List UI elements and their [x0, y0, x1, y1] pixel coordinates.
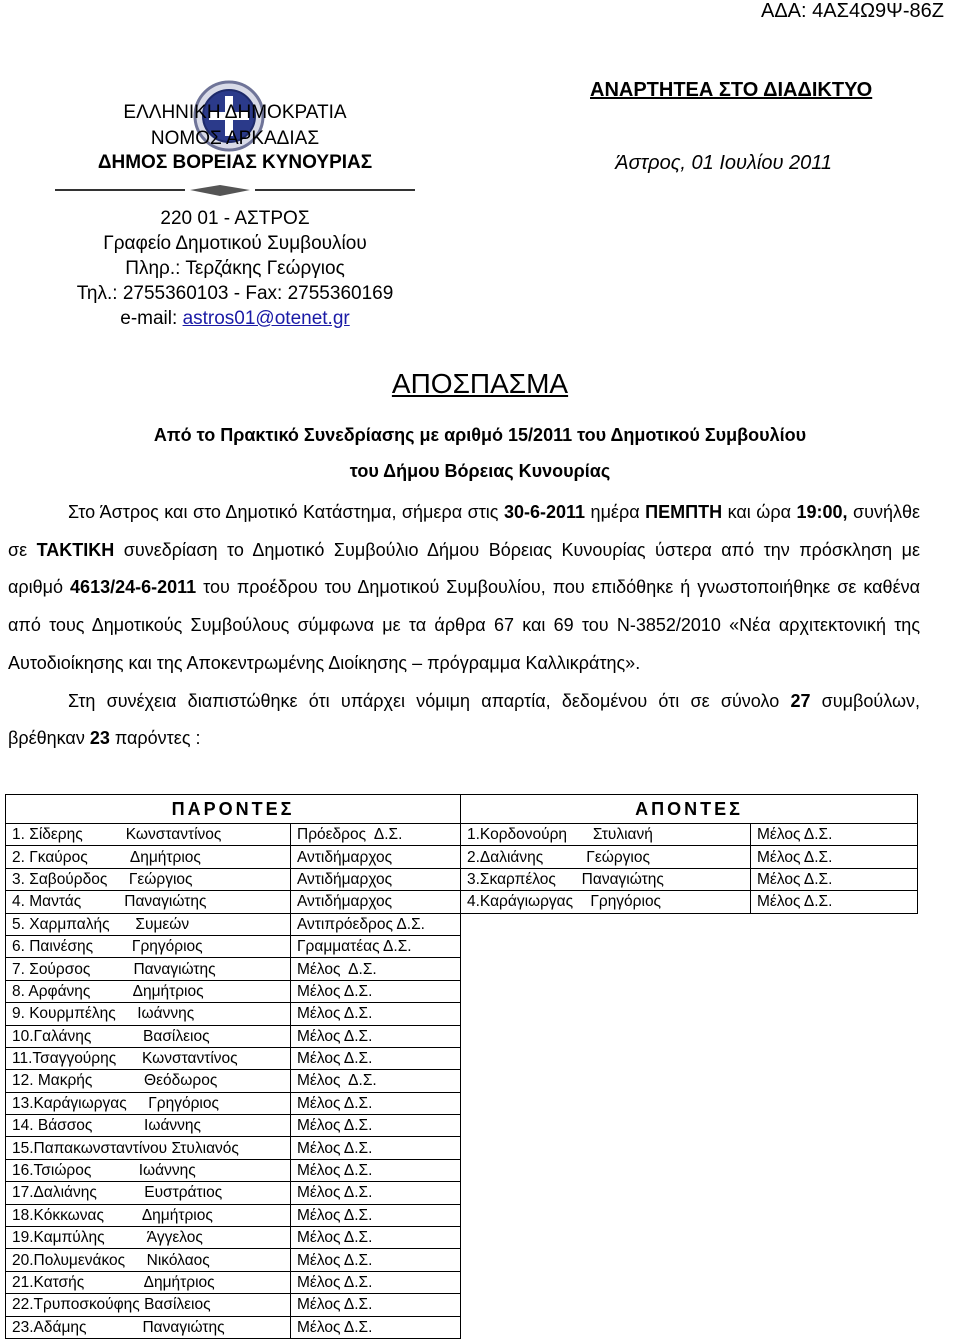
table-row [6, 1316, 918, 1338]
document-title: ΑΠΟΣΠΑΣΜΑ [391, 368, 569, 399]
absent-role-cell [751, 1003, 918, 1025]
present-role-cell: Μέλος Δ.Σ. [291, 1159, 461, 1181]
absent-role-cell [751, 1047, 918, 1069]
table-row [6, 913, 918, 935]
absent-role-cell [751, 1294, 918, 1316]
table-row [6, 1115, 918, 1137]
table-row [6, 868, 918, 890]
present-name-cell: 13.Καράγιωργας Γρηγόριος [6, 1092, 291, 1114]
address-postal: 220 01 - ΑΣΤΡΟΣ [160, 208, 310, 229]
present-role-cell: Μέλος Δ.Σ. [291, 980, 461, 1002]
absent-name-cell [461, 1092, 751, 1114]
table-row [6, 1070, 918, 1092]
present-role-cell: Αντιδήμαρχος [291, 846, 461, 868]
absent-name-cell [461, 1204, 751, 1226]
absent-role-cell: Μέλος Δ.Σ. [751, 846, 918, 868]
present-role-cell: Μέλος Δ.Σ. [291, 1271, 461, 1293]
present-role-cell: Αντιπρόεδρος Δ.Σ. [291, 913, 461, 935]
attendance-table [5, 794, 918, 1339]
absent-name-cell [461, 1159, 751, 1181]
paragraph-1: Στο Άστρος και στο Δημοτικό Κατάστημα, σήμερα στις 30-6-2011 ημέρα ΠΕΜΠΤΗ και ώρα 19:00, συνήλθε σε ΤΑΚΤΙΚΗ συνεδρίαση το Δημοτικό Συμβούλιο Δήμου Βόρειας Κυνουρίας ύστερα από την πρόσκληση με αριθμό 4613/24-6-2011 του προέδρου του Δημοτικού Συμβουλίου, που επιδόθηκε ή γνωστοποιήθηκε σε καθένα από τους Δημοτικούς Συμβούλους σύμφωνα με τα άρθρα 67 και 69 του Ν-3852/2010 «Νέα αρχιτεκτονική της Αυτοδιοίκησης και της Αποκεντρωμένης Διοίκησης – πρόγραμμα Καλλικράτης». [8, 502, 921, 673]
absent-name-cell [461, 1249, 751, 1271]
present-role-cell: Μέλος Δ.Σ. [291, 1316, 461, 1338]
present-role-cell: Μέλος Δ.Σ. [291, 1204, 461, 1226]
present-role-cell: Αντιδήμαρχος [291, 868, 461, 890]
present-role-cell: Μέλος Δ.Σ. [291, 1025, 461, 1047]
email-link[interactable]: astros01@otenet.gr [182, 308, 350, 329]
present-role-cell: Μέλος Δ.Σ. [291, 1070, 461, 1092]
absent-role-cell [751, 1271, 918, 1293]
present-role-cell: Γραμματέας Δ.Σ. [291, 935, 461, 957]
absent-role-cell [751, 1204, 918, 1226]
present-role-cell: Αντιδήμαρχος [291, 891, 461, 913]
table-row [6, 1025, 918, 1047]
table-row [6, 1204, 918, 1226]
absent-role-cell [751, 1182, 918, 1204]
present-role-cell: Μέλος Δ.Σ. [291, 1249, 461, 1271]
table-row [6, 891, 918, 913]
absent-name-cell [461, 1070, 751, 1092]
email-prefix: e-mail: [120, 308, 183, 329]
table-row [6, 958, 918, 980]
table-row [6, 1182, 918, 1204]
absent-role-cell [751, 1227, 918, 1249]
address-email-line [0, 306, 470, 331]
absent-role-cell: Μέλος Δ.Σ. [751, 824, 918, 846]
present-role-cell: Μέλος Δ.Σ. [291, 1047, 461, 1069]
present-name-cell: 3. Σαβούρδος Γεώργιος [6, 868, 291, 890]
absent-name-cell [461, 1227, 751, 1249]
table-row [6, 980, 918, 1002]
absent-role-cell [751, 1092, 918, 1114]
absent-name-cell [461, 913, 751, 935]
present-role-cell: Πρόεδρος Δ.Σ. [291, 824, 461, 846]
absent-role-cell [751, 1249, 918, 1271]
address-phone: Τηλ.: 2755360103 - Fax: 2755360169 [76, 283, 394, 304]
present-name-cell: 2. Γκαύρος Δημήτριος [6, 846, 291, 868]
absent-role-cell [751, 913, 918, 935]
present-name-cell: 18.Κόκκωνας Δημήτριος [6, 1204, 291, 1226]
table-row [6, 1227, 918, 1249]
absent-name-cell [461, 935, 751, 957]
absent-name-cell: 4.Καράγιωργας Γρηγόριος [461, 891, 751, 913]
present-name-cell: 14. Βάσσος Ιωάννης [6, 1115, 291, 1137]
table-row [6, 1159, 918, 1181]
table-row [6, 824, 918, 846]
absent-name-cell [461, 1047, 751, 1069]
document-date: Άστρος, 01 Ιουλίου 2011 [615, 152, 832, 174]
absent-name-cell [461, 1182, 751, 1204]
absent-name-cell [461, 980, 751, 1002]
subtitle-line-1: Από το Πρακτικό Συνεδρίασης με αριθμό 15/2011 του Δημοτικού Συμβουλίου [153, 425, 807, 445]
present-role-cell: Μέλος Δ.Σ. [291, 1182, 461, 1204]
table-row [6, 1294, 918, 1316]
absent-role-cell [751, 1137, 918, 1159]
present-role-cell: Μέλος Δ.Σ. [291, 1227, 461, 1249]
post-notice: ΑΝΑΡΤΗΤΕΑ ΣΤΟ ΔΙΑΔΙΚΤΥΟ [590, 79, 873, 101]
present-name-cell: 20.Πολυμενάκος Νικόλαος [6, 1249, 291, 1271]
table-row [6, 1137, 918, 1159]
present-role-cell: Μέλος Δ.Σ. [291, 1294, 461, 1316]
ada-code: ΑΔΑ: 4ΑΣ4Ω9Ψ-86Ζ [760, 0, 944, 22]
paragraph-2: Στη συνέχεια διαπιστώθηκε ότι υπάρχει νόμιμη απαρτία, δεδομένου ότι σε σύνολο 27 συμβούλων, βρέθηκαν 23 παρόντες : [8, 690, 920, 749]
present-header: ΠΑΡΟΝΤΕΣ [6, 795, 461, 824]
present-name-cell: 15.Παπακωνσταντίνου Στυλιανός [6, 1137, 291, 1159]
present-name-cell: 10.Γαλάνης Βασίλειος [6, 1025, 291, 1047]
absent-name-cell [461, 1271, 751, 1293]
body-text [8, 494, 920, 758]
absent-role-cell [751, 1025, 918, 1047]
present-name-cell: 21.Κατσής Δημήτριος [6, 1271, 291, 1293]
present-role-cell: Μέλος Δ.Σ. [291, 1137, 461, 1159]
present-role-cell: Μέλος Δ.Σ. [291, 958, 461, 980]
absent-name-cell: 2.Δαλιάνης Γεώργιος [461, 846, 751, 868]
absent-name-cell [461, 1137, 751, 1159]
absent-name-cell: 1.Κορδονούρη Στυλιανή [461, 824, 751, 846]
present-role-cell: Μέλος Δ.Σ. [291, 1003, 461, 1025]
table-row [6, 1003, 918, 1025]
table-row [6, 846, 918, 868]
absent-role-cell [751, 958, 918, 980]
absent-role-cell [751, 1115, 918, 1137]
subtitle-line-2: του Δήμου Βόρειας Κυνουρίας [349, 461, 611, 481]
present-name-cell: 5. Χαρμπαλής Συμεών [6, 913, 291, 935]
present-name-cell: 12. Μακρής Θεόδωρος [6, 1070, 291, 1092]
absent-role-cell [751, 1316, 918, 1338]
present-name-cell: 1. Σίδερης Κωνσταντίνος [6, 824, 291, 846]
present-name-cell: 6. Παινέσης Γρηγόριος [6, 935, 291, 957]
address-office: Γραφείο Δημοτικού Συμβουλίου [103, 233, 367, 254]
absent-role-cell [751, 935, 918, 957]
present-name-cell: 7. Σούρσος Παναγιώτης [6, 958, 291, 980]
present-name-cell: 23.Αδάμης Παναγιώτης [6, 1316, 291, 1338]
table-row [6, 1249, 918, 1271]
header-line-3: ΔΗΜΟΣ ΒΟΡΕΙΑΣ ΚΥΝΟΥΡΙΑΣ [97, 152, 373, 173]
header-line-1: ΕΛΛΗΝΙΚΗ ΔΗΜΟΚΡΑΤΙΑ [123, 102, 347, 123]
header-line-2: ΝΟΜΟΣ ΑΡΚΑΔΙΑΣ [150, 128, 320, 149]
table-row [6, 1092, 918, 1114]
absent-name-cell: 3.Σκαρπέλος Παναγιώτης [461, 868, 751, 890]
absent-role-cell [751, 1159, 918, 1181]
absent-name-cell [461, 958, 751, 980]
present-name-cell: 22.Τρυποσκούφης Βασίλειος [6, 1294, 291, 1316]
absent-header: ΑΠΟΝΤΕΣ [461, 795, 918, 824]
absent-role-cell [751, 980, 918, 1002]
present-name-cell: 8. Αρφάνης Δημήτριος [6, 980, 291, 1002]
table-row [6, 1047, 918, 1069]
absent-name-cell [461, 1025, 751, 1047]
absent-role-cell: Μέλος Δ.Σ. [751, 868, 918, 890]
present-name-cell: 4. Μαντάς Παναγιώτης [6, 891, 291, 913]
absent-name-cell [461, 1294, 751, 1316]
absent-name-cell [461, 1003, 751, 1025]
table-row [6, 935, 918, 957]
absent-name-cell [461, 1316, 751, 1338]
table-row [6, 1271, 918, 1293]
present-role-cell: Μέλος Δ.Σ. [291, 1092, 461, 1114]
absent-name-cell [461, 1115, 751, 1137]
absent-role-cell: Μέλος Δ.Σ. [751, 891, 918, 913]
present-name-cell: 11.Τσαγγούρης Κωνσταντίνος [6, 1047, 291, 1069]
present-role-cell: Μέλος Δ.Σ. [291, 1115, 461, 1137]
present-name-cell: 17.Δαλιάνης Ευστράτιος [6, 1182, 291, 1204]
address-contact: Πληρ.: Τερζάκης Γεώργιος [125, 258, 345, 279]
present-name-cell: 16.Τσιώρος Ιωάννης [6, 1159, 291, 1181]
header-divider [55, 185, 415, 197]
present-name-cell: 19.Καμπύλης Άγγελος [6, 1227, 291, 1249]
present-name-cell: 9. Κουρμπέλης Ιωάννης [6, 1003, 291, 1025]
absent-role-cell [751, 1070, 918, 1092]
